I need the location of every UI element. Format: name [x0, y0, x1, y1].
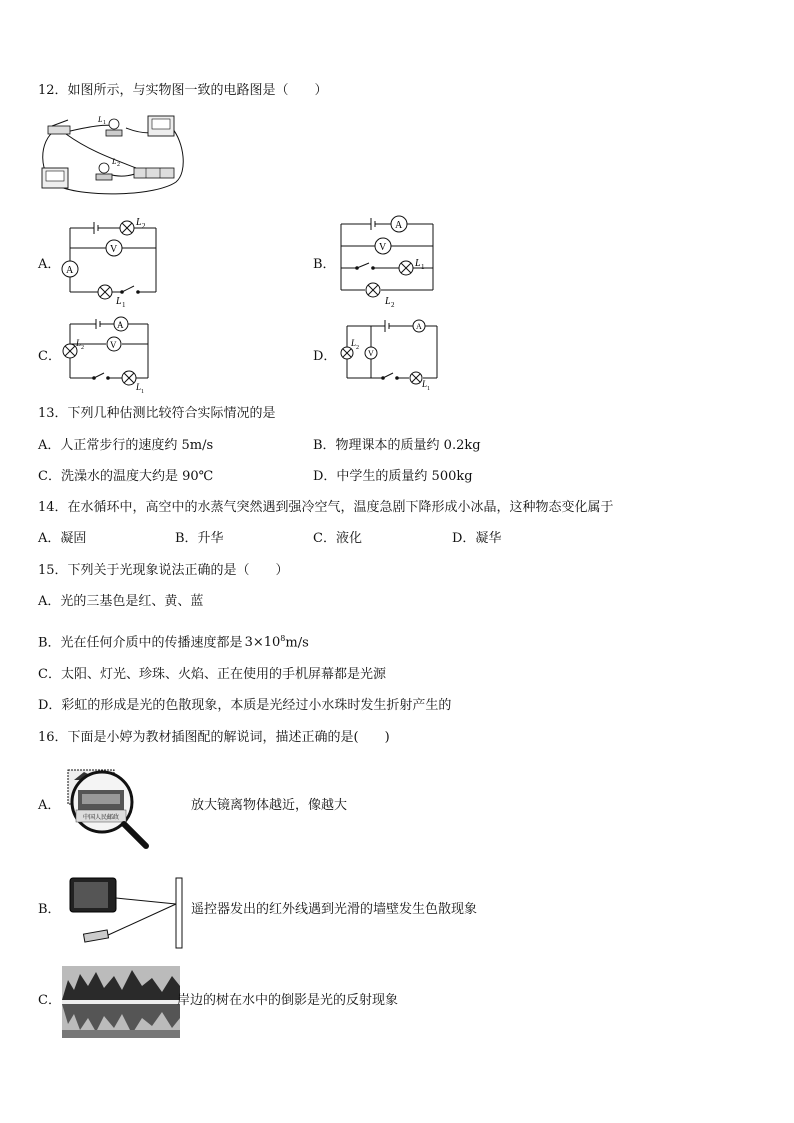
q16-option-c-text: 岸边的树在水中的倒影是光的反射现象: [177, 993, 399, 1008]
q12-option-d-circuit: [333, 314, 443, 398]
lamp-l2-icon: [96, 174, 112, 180]
q12-option-a-letter: A．: [38, 257, 61, 272]
q13-option-d: D．中学生的质量约 500kg: [313, 469, 473, 484]
q14-stem: 14．在水循环中，高空中的水蒸气突然遇到强冷空气，温度急剧下降形成小冰晶，这种物态变化属于: [38, 500, 614, 515]
svg-text:2: 2: [356, 345, 359, 351]
q12-option-a-circuit: [58, 216, 168, 308]
q13-option-a: A．人正常步行的速度约 5m/s: [38, 438, 214, 453]
q14-option-d: D．凝华: [452, 531, 502, 546]
q15-option-b: [38, 630, 309, 652]
svg-text:V: V: [379, 242, 387, 253]
lamp-l2-icon: [341, 347, 353, 359]
remote-control-icon: [83, 930, 108, 942]
q14-option-c: C．液化: [313, 531, 362, 546]
svg-text:V: V: [110, 244, 118, 255]
tv-remote-wall-image: [66, 874, 186, 950]
lamp-l1-icon: [410, 372, 422, 384]
q12-option-b-letter: B．: [313, 257, 336, 272]
q13-option-c: C．洗澡水的温度大约是 90℃: [38, 469, 214, 484]
tree-reflection-image: [62, 966, 180, 1038]
wall-icon: [176, 878, 182, 948]
label-l2: L: [351, 338, 357, 348]
svg-text:A: A: [117, 320, 124, 330]
label-l1: L: [422, 379, 428, 389]
q12-option-c-letter: C．: [38, 349, 61, 364]
svg-text:1: 1: [421, 263, 425, 271]
q15-option-c: C．太阳、灯光、珍珠、火焰、正在使用的手机屏幕都是光源: [38, 667, 386, 682]
battery-icon: [134, 168, 174, 178]
q14-option-b: B．升华: [175, 531, 224, 546]
label-l1: L: [116, 296, 122, 307]
q12-physical-circuit-figure: [36, 112, 188, 196]
q15-option-d: D．彩虹的形成是光的色散现象，本质是光经过小水珠时发生折射产生的: [38, 698, 452, 713]
switch-icon: [48, 126, 70, 134]
lamp-l1-icon: [122, 371, 136, 385]
q16-option-c-letter: C．: [38, 993, 61, 1008]
svg-text:2: 2: [142, 222, 146, 230]
lamp-l2-icon: [366, 283, 380, 297]
magnifier-stamp-image: [62, 766, 158, 850]
svg-text:1: 1: [103, 120, 106, 126]
svg-text:1: 1: [122, 301, 126, 308]
svg-text:1: 1: [427, 386, 430, 392]
q15-stem: 15．下列关于光现象说法正确的是（ ）: [38, 563, 289, 578]
q16-option-a-letter: A．: [38, 798, 61, 813]
svg-text:V: V: [368, 349, 374, 358]
lamp-l2-icon: [63, 344, 77, 358]
lamp-l1-icon: [98, 285, 112, 299]
svg-text:1: 1: [141, 389, 144, 395]
label-l2: L: [76, 338, 82, 348]
svg-text:2: 2: [117, 162, 120, 168]
q13-option-b: B．物理课本的质量约 0.2kg: [313, 438, 481, 453]
svg-text:A: A: [66, 265, 74, 276]
svg-text:A: A: [416, 322, 422, 331]
lamp-l1-icon: [106, 130, 122, 136]
stamp-text: 中国人民邮政: [82, 815, 120, 821]
q16-option-b-text: 遥控器发出的红外线遇到光滑的墙壁发生色散现象: [191, 902, 478, 917]
q13-stem: 13．下列几种估测比较符合实际情况的是: [38, 406, 276, 421]
lamp-l2-icon: [120, 221, 134, 235]
svg-text:2: 2: [81, 345, 84, 351]
svg-text:A: A: [395, 220, 403, 231]
lamp-l1-icon: [399, 261, 413, 275]
svg-text:2: 2: [391, 301, 395, 309]
q12-stem: 12．如图所示，与实物图一致的电路图是（ ）: [38, 83, 328, 98]
fig-l1-label: L: [98, 115, 103, 124]
q12-option-d-letter: D．: [313, 349, 337, 364]
q16-option-b-letter: B．: [38, 902, 61, 917]
q12-option-b-circuit: [333, 210, 443, 310]
q15-option-b-unit: m/s: [285, 635, 309, 651]
label-l1: L: [136, 382, 142, 392]
q16-stem: 16．下面是小婷为教材插图配的解说词，描述正确的是( ): [38, 730, 390, 745]
svg-text:V: V: [110, 340, 117, 350]
fig-l2-label: L: [112, 157, 117, 166]
label-l1: L: [415, 258, 421, 269]
q12-option-c-circuit: [58, 314, 158, 398]
label-l2: L: [136, 217, 142, 228]
q15-option-a: A．光的三基色是红、黄、蓝: [38, 594, 204, 609]
label-l2: L: [385, 296, 391, 307]
q14-option-a: A．凝固: [38, 531, 87, 546]
q15-option-b-coef: 3×10: [244, 635, 281, 651]
q16-option-a-text: 放大镜离物体越近，像越大: [191, 798, 348, 813]
q15-option-b-prefix: B．光在任何介质中的传播速度都是: [38, 635, 243, 651]
q15-option-b-exp: 8: [280, 634, 286, 643]
